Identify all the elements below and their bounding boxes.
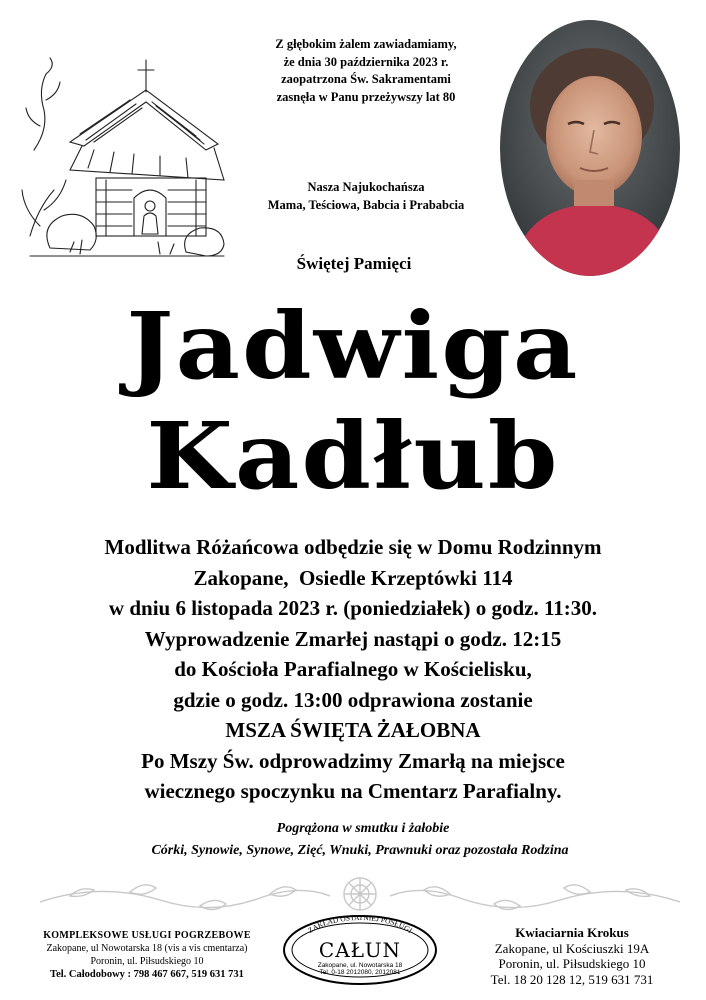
funeral-services-info	[6, 929, 288, 981]
ceremony-line: Po Mszy Św. odprowadzimy Zmarłą na miejsce	[141, 748, 565, 773]
funeral-services-address: Zakopane, ul Nowotarska 18 (vis a vis cmentarza)	[46, 943, 248, 954]
florist-address: Poronin, ul. Piłsudskiego 10	[498, 956, 646, 971]
ceremony-line: do Kościoła Parafialnego w Kościelisku,	[174, 657, 532, 681]
funeral-services-address: Poronin, ul. Piłsudskiego 10	[90, 956, 204, 967]
announcement-block	[228, 36, 504, 106]
logo-phone: Tel. 0-18 2012080, 2012081	[319, 969, 401, 976]
mourners-heading: Pogrążona w smutku i żałobie	[276, 821, 450, 836]
announcement-line: zaopatrzona Św. Sakramentami	[281, 72, 451, 86]
deceased-first-name: Jadwiga	[126, 292, 580, 400]
funeral-services-title: KOMPLEKSOWE USŁUGI POGRZEBOWE	[43, 930, 251, 941]
announcement-line: Z głębokim żalem zawiadamiamy,	[275, 37, 457, 51]
logo-name: CAŁUN	[318, 938, 402, 962]
logo-address: Zakopane, ul. Nowotarska 18	[317, 962, 403, 969]
svg-text:ZAKŁAD OSTATNIEJ POSŁUGI	[306, 913, 414, 935]
ceremony-details	[0, 532, 706, 807]
announcement-line: zasnęła w Panu przeżywszy lat 80	[276, 89, 456, 104]
chapel-sketch-illustration	[10, 30, 230, 260]
calun-logo	[278, 910, 442, 990]
florist-phone: Tel. 18 20 128 12, 519 631 731	[490, 971, 654, 987]
funeral-services-phone: Tel. Całodobowy : 798 467 667, 519 631 731	[50, 969, 244, 980]
relation-line: Mama, Teściowa, Babcia i Prababcia	[267, 197, 465, 212]
deceased-portrait-photo	[500, 20, 680, 276]
relation-block	[228, 179, 504, 214]
announcement-line: że dnia 30 października 2023 r.	[283, 54, 449, 69]
florist-info	[446, 925, 698, 987]
florist-title: Kwiaciarnia Krokus	[515, 925, 629, 940]
ceremony-line: gdzie o godz. 13:00 odprawiona zostanie	[173, 687, 533, 712]
ceremony-line: MSZA ŚWIĘTA ŻAŁOBNA	[225, 718, 481, 742]
logo-arc-text: ZAKŁAD OSTATNIEJ POSŁUGI	[306, 912, 414, 935]
ceremony-line: Modlitwa Różańcowa odbędzie się w Domu Rodzinnym	[104, 535, 602, 559]
ceremony-line: Wyprowadzenie Zmarłej nastąpi o godz. 12:15	[144, 626, 562, 651]
memory-heading: Świętej Pamięci	[296, 254, 412, 273]
florist-address: Zakopane, ul Kościuszki 19A	[494, 940, 650, 956]
mourners-family: Córki, Synowie, Synowe, Zięć, Wnuki, Prawnuki oraz pozostała Rodzina	[151, 843, 569, 858]
ceremony-line: Zakopane, Osiedle Krzeptówki 114	[193, 565, 513, 590]
ceremony-line: wiecznego spoczynku na Cmentarz Parafialny.	[144, 779, 562, 803]
mourners-block	[0, 818, 706, 862]
ceremony-line: w dniu 6 listopada 2023 r. (poniedziałek) o godz. 11:30.	[108, 596, 598, 620]
relation-line: Nasza Najukochańsza	[307, 180, 425, 194]
deceased-last-name: Kadłub	[146, 402, 560, 510]
